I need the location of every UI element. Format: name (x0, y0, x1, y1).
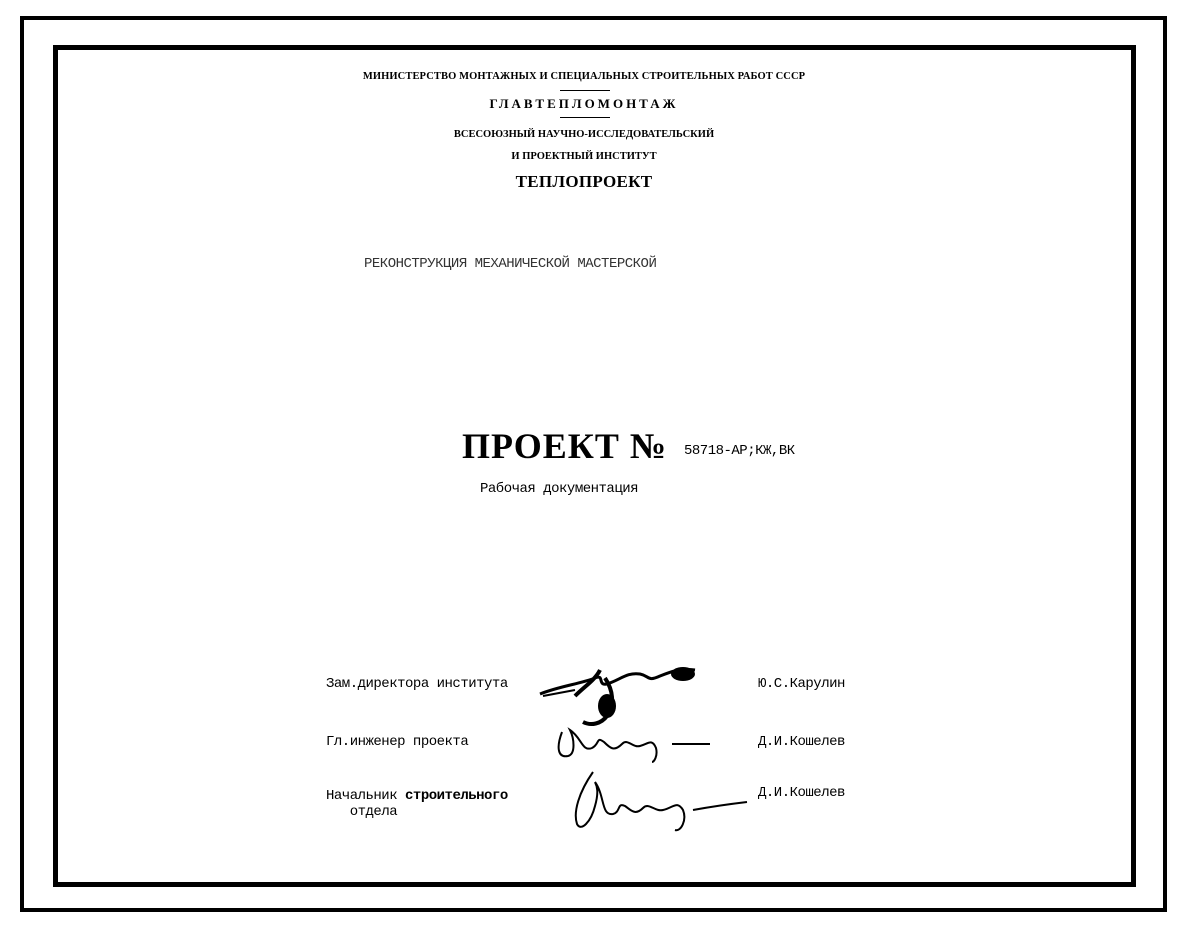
institute-line-1: ВСЕСОЮЗНЫЙ НАУЧНО-ИССЛЕДОВАТЕЛЬСКИЙ (453, 129, 715, 140)
project-subtitle: Рабочая документация (480, 481, 639, 497)
ministry-title: МИНИСТЕРСТВО МОНТАЖНЫХ И СПЕЦИАЛЬНЫХ СТРОИТЕЛЬНЫХ РАБОТ СССР (362, 71, 806, 82)
handwritten-signature-2 (552, 718, 717, 766)
header-rule (560, 117, 610, 118)
header-rule (560, 90, 610, 91)
role-prefix: Начальник (326, 788, 398, 804)
role-line-2: отдела (349, 804, 398, 820)
object-title: РЕКОНСТРУКЦИЯ МЕХАНИЧЕСКОЙ МАСТЕРСКОЙ (364, 256, 657, 272)
handwritten-signature-3 (565, 766, 750, 838)
role-bold-word: строительного (405, 788, 508, 804)
project-label: ПРОЕКТ № (462, 426, 668, 466)
signatory-name-koshelev: Д.И.Кошелев (758, 734, 845, 750)
glavk-title: ГЛАВТЕПЛОМОНТАЖ (489, 96, 679, 111)
signatory-name-karulin: Ю.С.Карулин (758, 676, 845, 692)
institute-line-2: И ПРОЕКТНЫЙ ИНСТИТУТ (511, 151, 657, 162)
signatory-role-chief-engineer: Гл.инженер проекта (326, 734, 469, 750)
institute-name: ТЕПЛОПРОЕКТ (515, 172, 653, 191)
signatory-name-koshelev-2: Д.И.Кошелев (758, 785, 845, 801)
signatory-role-department-head (326, 788, 508, 820)
signatory-role-deputy-director: Зам.директора института (326, 676, 508, 692)
project-code: 58718-АР;КЖ,ВК (684, 443, 795, 459)
